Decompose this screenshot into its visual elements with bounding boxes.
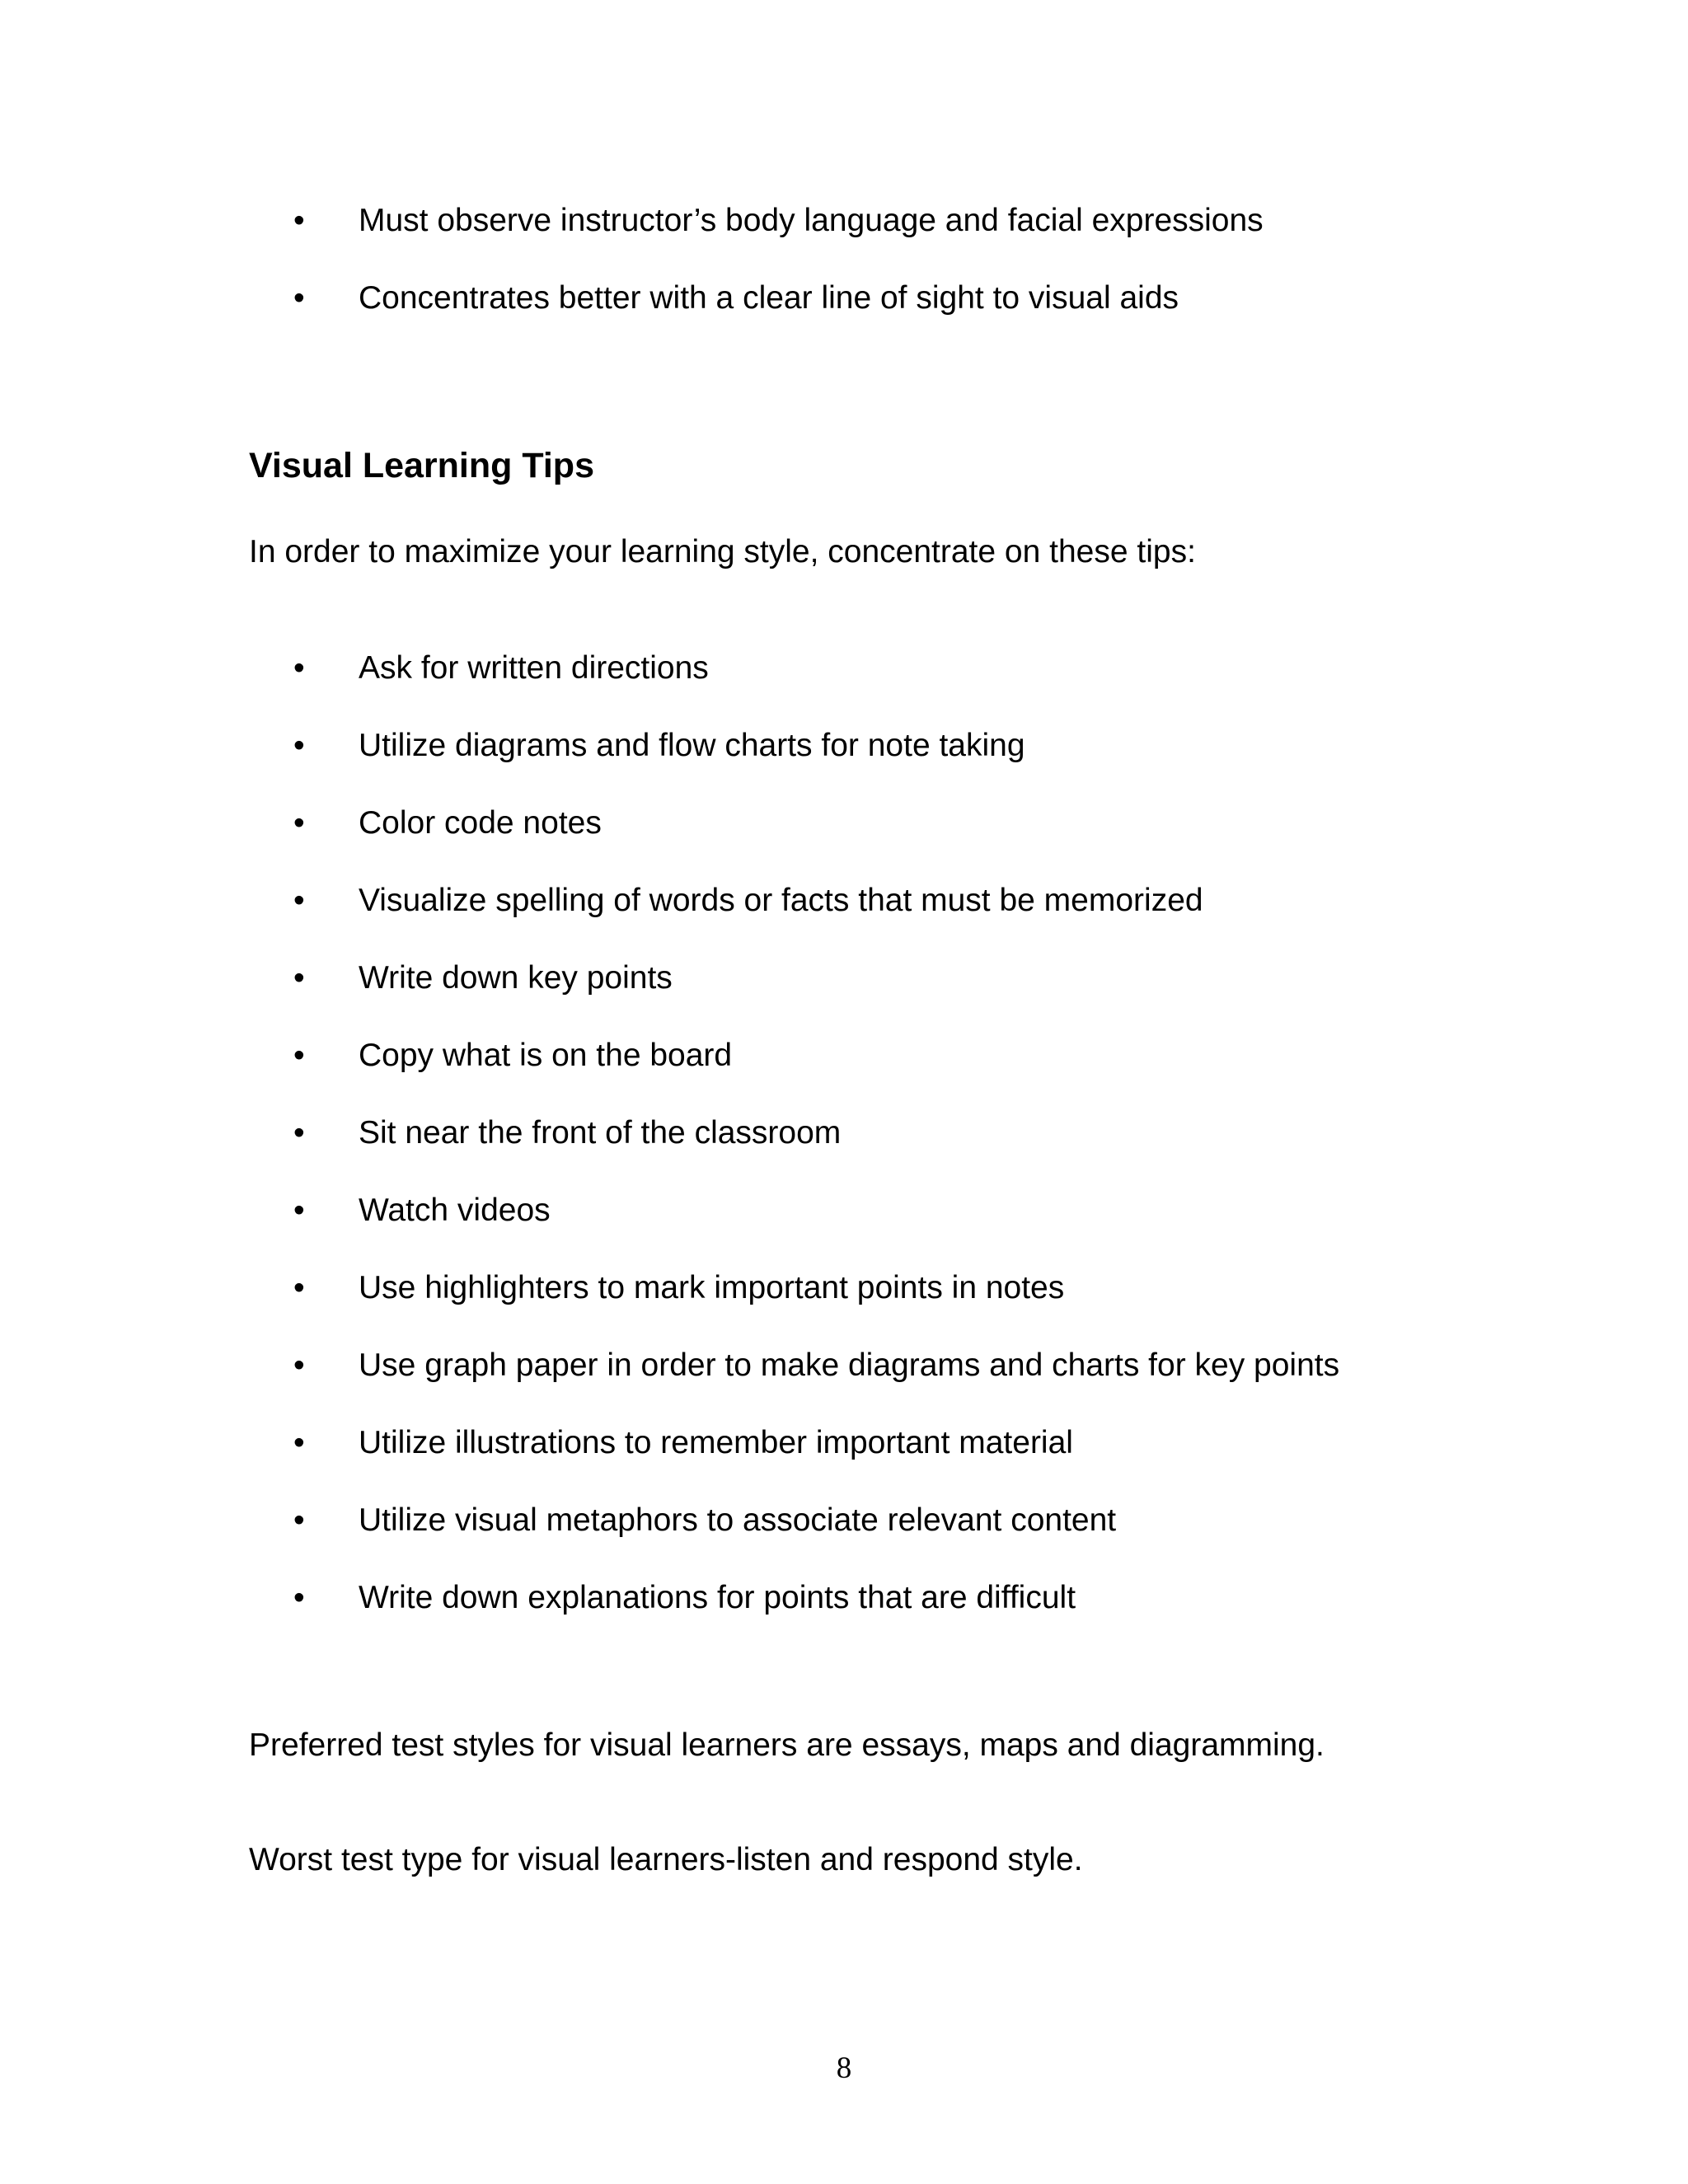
bullet-icon: • <box>293 1115 305 1151</box>
list-item-text: Copy what is on the board <box>359 1038 733 1073</box>
list-item-text: Concentrates better with a clear line of sight to visual aids <box>359 280 1179 316</box>
list-item-text: Write down explanations for points that are difficult <box>359 1580 1076 1615</box>
bullet-icon: • <box>293 883 305 918</box>
bullet-icon: • <box>293 280 305 316</box>
list-item-text: Utilize visual metaphors to associate relevant content <box>359 1502 1117 1538</box>
bullet-icon: • <box>293 1270 305 1305</box>
list-item-text: Watch videos <box>359 1193 551 1228</box>
list-item-text: Must observe instructor’s body language and facial expressions <box>359 203 1264 238</box>
list-item-text: Utilize illustrations to remember important material <box>359 1425 1073 1460</box>
bullet-icon: • <box>293 960 305 996</box>
bullet-icon: • <box>293 1580 305 1615</box>
bullet-icon: • <box>293 650 305 686</box>
page-number: 8 <box>836 2051 852 2085</box>
worst-test-paragraph: Worst test type for visual learners-listen and respond style. <box>249 1842 1083 1877</box>
list-item-text: Use graph paper in order to make diagrams and charts for key points <box>359 1347 1340 1383</box>
bullet-icon: • <box>293 203 305 238</box>
bullet-icon: • <box>293 805 305 841</box>
list-item-text: Visualize spelling of words or facts that must be memorized <box>359 883 1203 918</box>
section-heading: Visual Learning Tips <box>249 446 594 485</box>
bullet-icon: • <box>293 1347 305 1383</box>
bullet-icon: • <box>293 1502 305 1538</box>
bullet-icon: • <box>293 1425 305 1460</box>
list-item-text: Write down key points <box>359 960 673 996</box>
preferred-test-paragraph: Preferred test styles for visual learners are essays, maps and diagramming. <box>249 1727 1325 1763</box>
bullet-icon: • <box>293 1038 305 1073</box>
bullet-icon: • <box>293 728 305 763</box>
list-item-text: Sit near the front of the classroom <box>359 1115 842 1151</box>
list-item-text: Use highlighters to mark important points in notes <box>359 1270 1065 1305</box>
list-item-text: Color code notes <box>359 805 602 841</box>
intro-paragraph: In order to maximize your learning style, concentrate on these tips: <box>249 534 1196 569</box>
list-item-text: Ask for written directions <box>359 650 709 686</box>
list-item-text: Utilize diagrams and flow charts for note taking <box>359 728 1025 763</box>
bullet-icon: • <box>293 1193 305 1228</box>
